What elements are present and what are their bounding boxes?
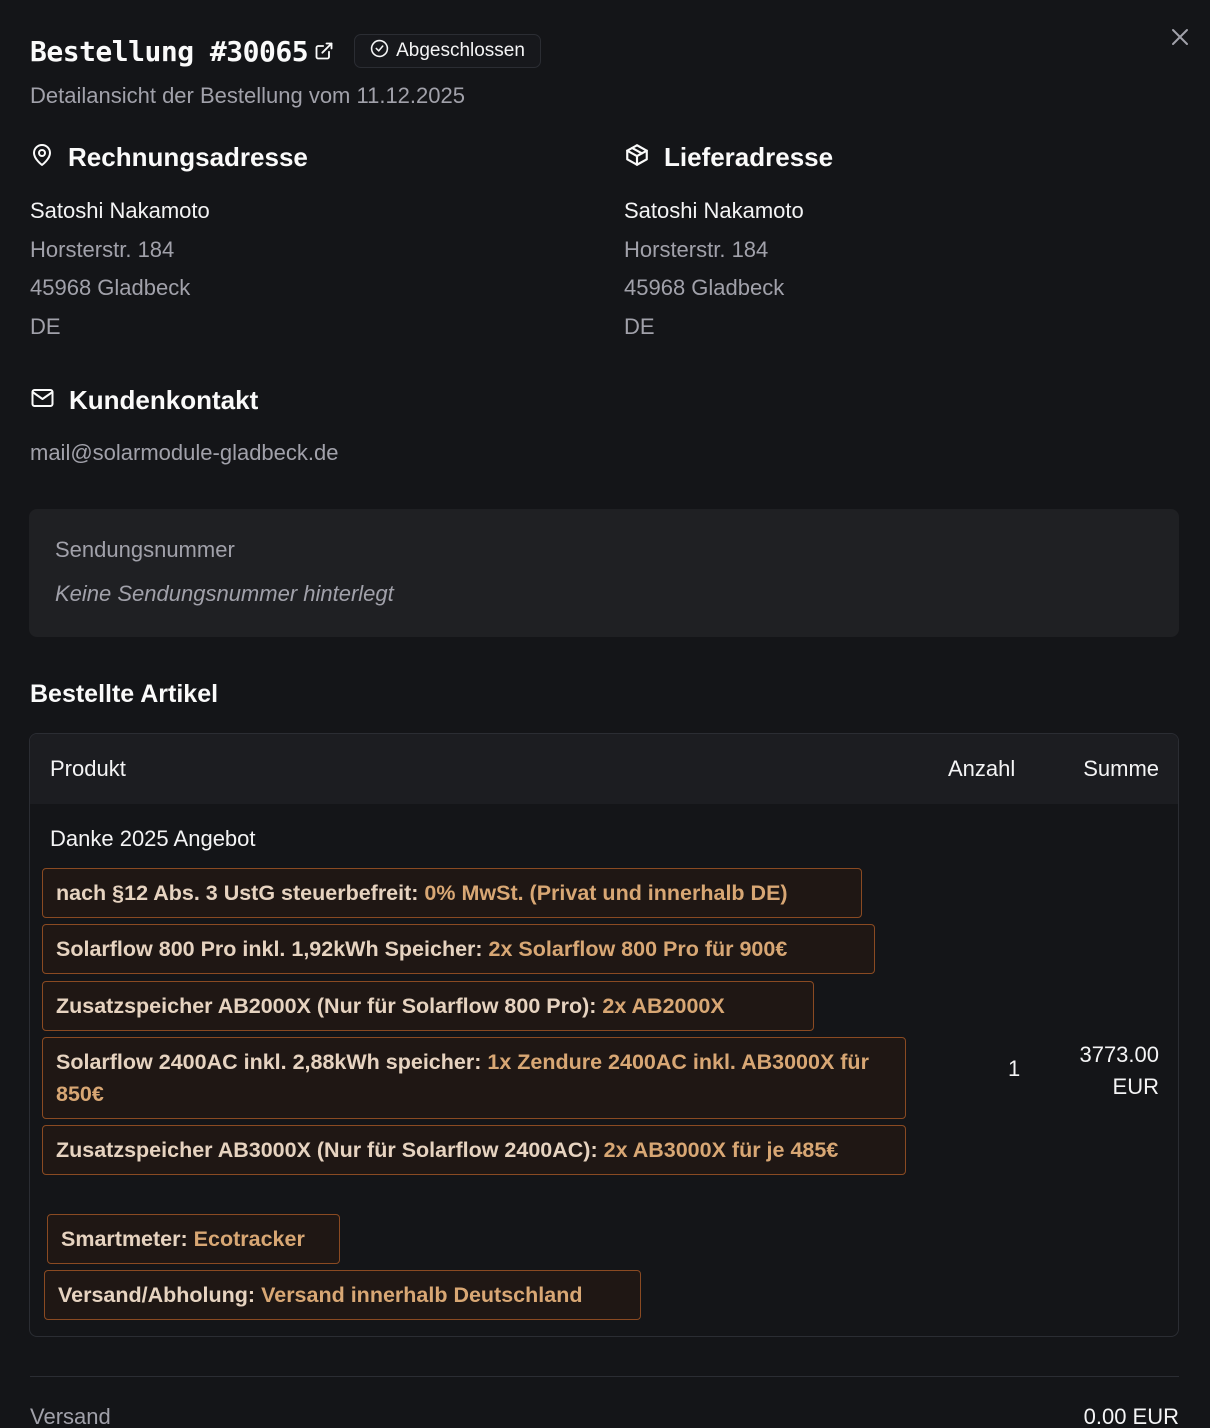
column-product: Produkt: [50, 756, 126, 781]
column-sum: Summe: [1083, 756, 1159, 781]
shipping-address: [624, 192, 804, 346]
status-label: Abgeschlossen: [396, 40, 525, 61]
option-key: nach §12 Abs. 3 UstG steuerbefreit:: [56, 881, 419, 905]
items-title: Bestellte Artikel: [30, 680, 219, 708]
page-subtitle: Detailansicht der Bestellung vom 11.12.2025: [30, 83, 465, 108]
contact-email[interactable]: mail@solarmodule-gladbeck.de: [30, 440, 339, 465]
option-value: Ecotracker: [193, 1227, 305, 1251]
product-option: [42, 924, 875, 974]
page-title: Bestellung #30065: [30, 34, 309, 68]
option-key: Zusatzspeicher AB3000X (Nur für Solarflow 2400AC):: [56, 1138, 598, 1162]
tracking-label: Sendungsnummer: [55, 537, 235, 562]
option-value: Versand innerhalb Deutschland: [261, 1283, 583, 1307]
table-header: [30, 734, 1178, 804]
billing-city: 45968 Gladbeck: [30, 275, 191, 300]
product-option: [42, 1125, 906, 1175]
shipping-street: Horsterstr. 184: [624, 236, 769, 262]
billing-country: DE: [30, 313, 61, 339]
option-value: 0% MwSt. (Privat und innerhalb DE): [424, 881, 788, 905]
billing-address: [30, 192, 210, 346]
product-name: Danke 2025 Angebot: [50, 826, 256, 851]
billing-heading: [30, 142, 308, 173]
option-value: 2x Solarflow 800 Pro für 900€: [488, 937, 788, 961]
option-value: 2x AB3000X für je 485€: [603, 1138, 839, 1162]
billing-name: Satoshi Nakamoto: [30, 198, 210, 223]
tracking-value: Keine Sendungsnummer hinterlegt: [55, 581, 394, 606]
row-sum: [1079, 1039, 1159, 1103]
row-sum-currency: EUR: [1112, 1074, 1159, 1099]
option-key: Solarflow 800 Pro inkl. 1,92kWh Speicher:: [56, 937, 483, 961]
product-option: [42, 981, 814, 1031]
contact-heading-label: Kundenkontakt: [69, 385, 259, 415]
product-option: [42, 1037, 906, 1119]
row-sum-amount: 3773.00: [1079, 1042, 1159, 1067]
divider: [30, 1376, 1179, 1377]
close-button[interactable]: [1168, 25, 1192, 49]
option-key: Zusatzspeicher AB2000X (Nur für Solarflow 800 Pro):: [56, 994, 597, 1018]
package-icon: [624, 142, 650, 173]
close-icon[interactable]: [1168, 36, 1192, 53]
option-key: Solarflow 2400AC inkl. 2,88kWh speicher:: [56, 1050, 482, 1074]
product-option: [42, 868, 862, 918]
option-key: Smartmeter:: [61, 1227, 188, 1251]
billing-street: Horsterstr. 184: [30, 236, 175, 262]
row-quantity: 1: [1008, 1056, 1021, 1081]
shipping-country: DE: [624, 313, 655, 339]
map-pin-icon: [30, 142, 54, 173]
tracking-panel: [29, 509, 1179, 637]
option-value: 2x AB2000X: [602, 994, 725, 1018]
header: [30, 34, 541, 68]
option-key: Versand/Abholung:: [58, 1283, 256, 1307]
product-option: [47, 1214, 340, 1264]
billing-heading-label: Rechnungsadresse: [68, 142, 308, 172]
shipping-cost-value: 0.00 EUR: [1083, 1404, 1179, 1428]
mail-icon: [30, 386, 55, 415]
shipping-heading-label: Lieferadresse: [664, 142, 834, 172]
shipping-name: Satoshi Nakamoto: [624, 198, 804, 223]
shipping-city: 45968 Gladbeck: [624, 275, 785, 300]
items-table: [29, 733, 1179, 1337]
shipping-heading: [624, 142, 833, 173]
column-quantity: Anzahl: [948, 756, 1016, 781]
check-circle-icon: [370, 39, 389, 64]
product-option: [44, 1270, 641, 1320]
option-value: 1x Zendure 2400AC inkl. AB3000X für 850€: [56, 1050, 869, 1106]
external-link-icon[interactable]: [314, 41, 334, 61]
contact-heading: [30, 385, 258, 416]
shipping-cost-label: Versand: [30, 1404, 111, 1428]
status-badge: [354, 34, 541, 68]
